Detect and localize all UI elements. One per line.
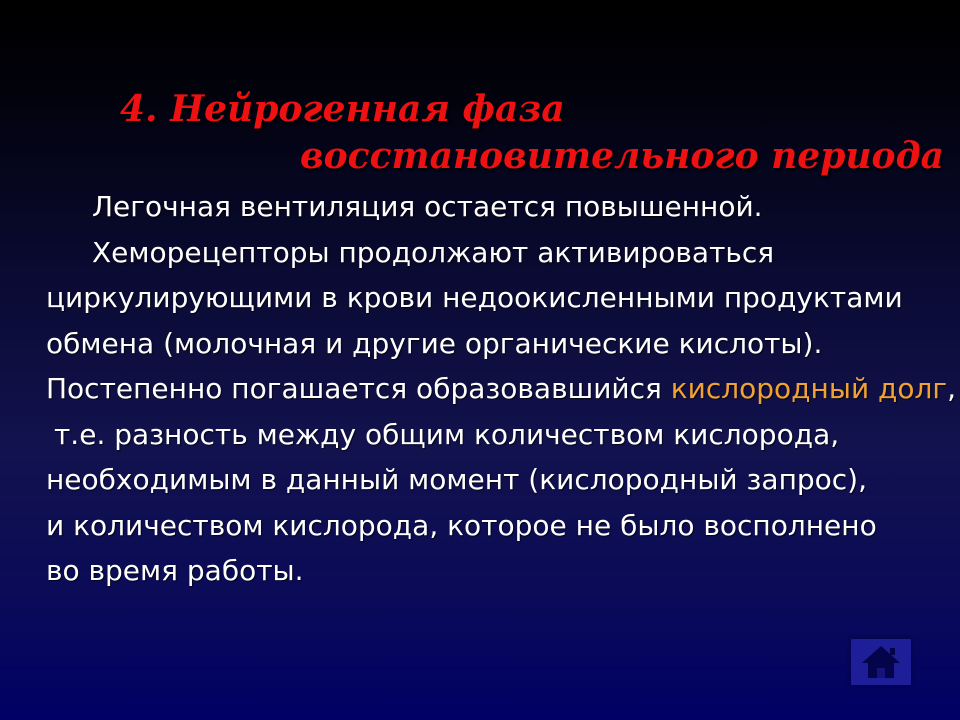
- home-icon: [859, 644, 903, 680]
- highlight-oxygen-debt: кислородный долг: [670, 372, 948, 405]
- body-line-4: обмена (молочная и другие органические кислоты).: [46, 326, 823, 360]
- body-line-1: Легочная вентиляция остается повышенной.: [92, 190, 763, 223]
- body-line-9: во время работы.: [46, 554, 304, 587]
- body-line-5-suffix: ,: [947, 372, 957, 405]
- home-button[interactable]: [851, 639, 911, 685]
- body-line-3: циркулирующими в крови недоокисленными продуктами: [46, 281, 903, 314]
- body-line-5: [46, 366, 957, 412]
- body-line-5-prefix: Постепенно погашается образовавшийся: [46, 372, 671, 405]
- body-line-8: и количеством кислорода, которое не было восполнено: [46, 508, 877, 542]
- body-line-7: необходимым в данный момент (кислородный запрос),: [46, 463, 868, 496]
- slide-title-line2: восстановительного периода: [300, 135, 944, 177]
- body-line-6: т.е. разность между общим количеством кислорода,: [54, 417, 840, 451]
- body-line-2: Хеморецепторы продолжают активироваться: [92, 235, 775, 269]
- slide-title: [120, 86, 944, 180]
- slide-title-line1: 4. Нейрогенная фаза: [120, 88, 565, 130]
- slide-body-text: [46, 184, 957, 594]
